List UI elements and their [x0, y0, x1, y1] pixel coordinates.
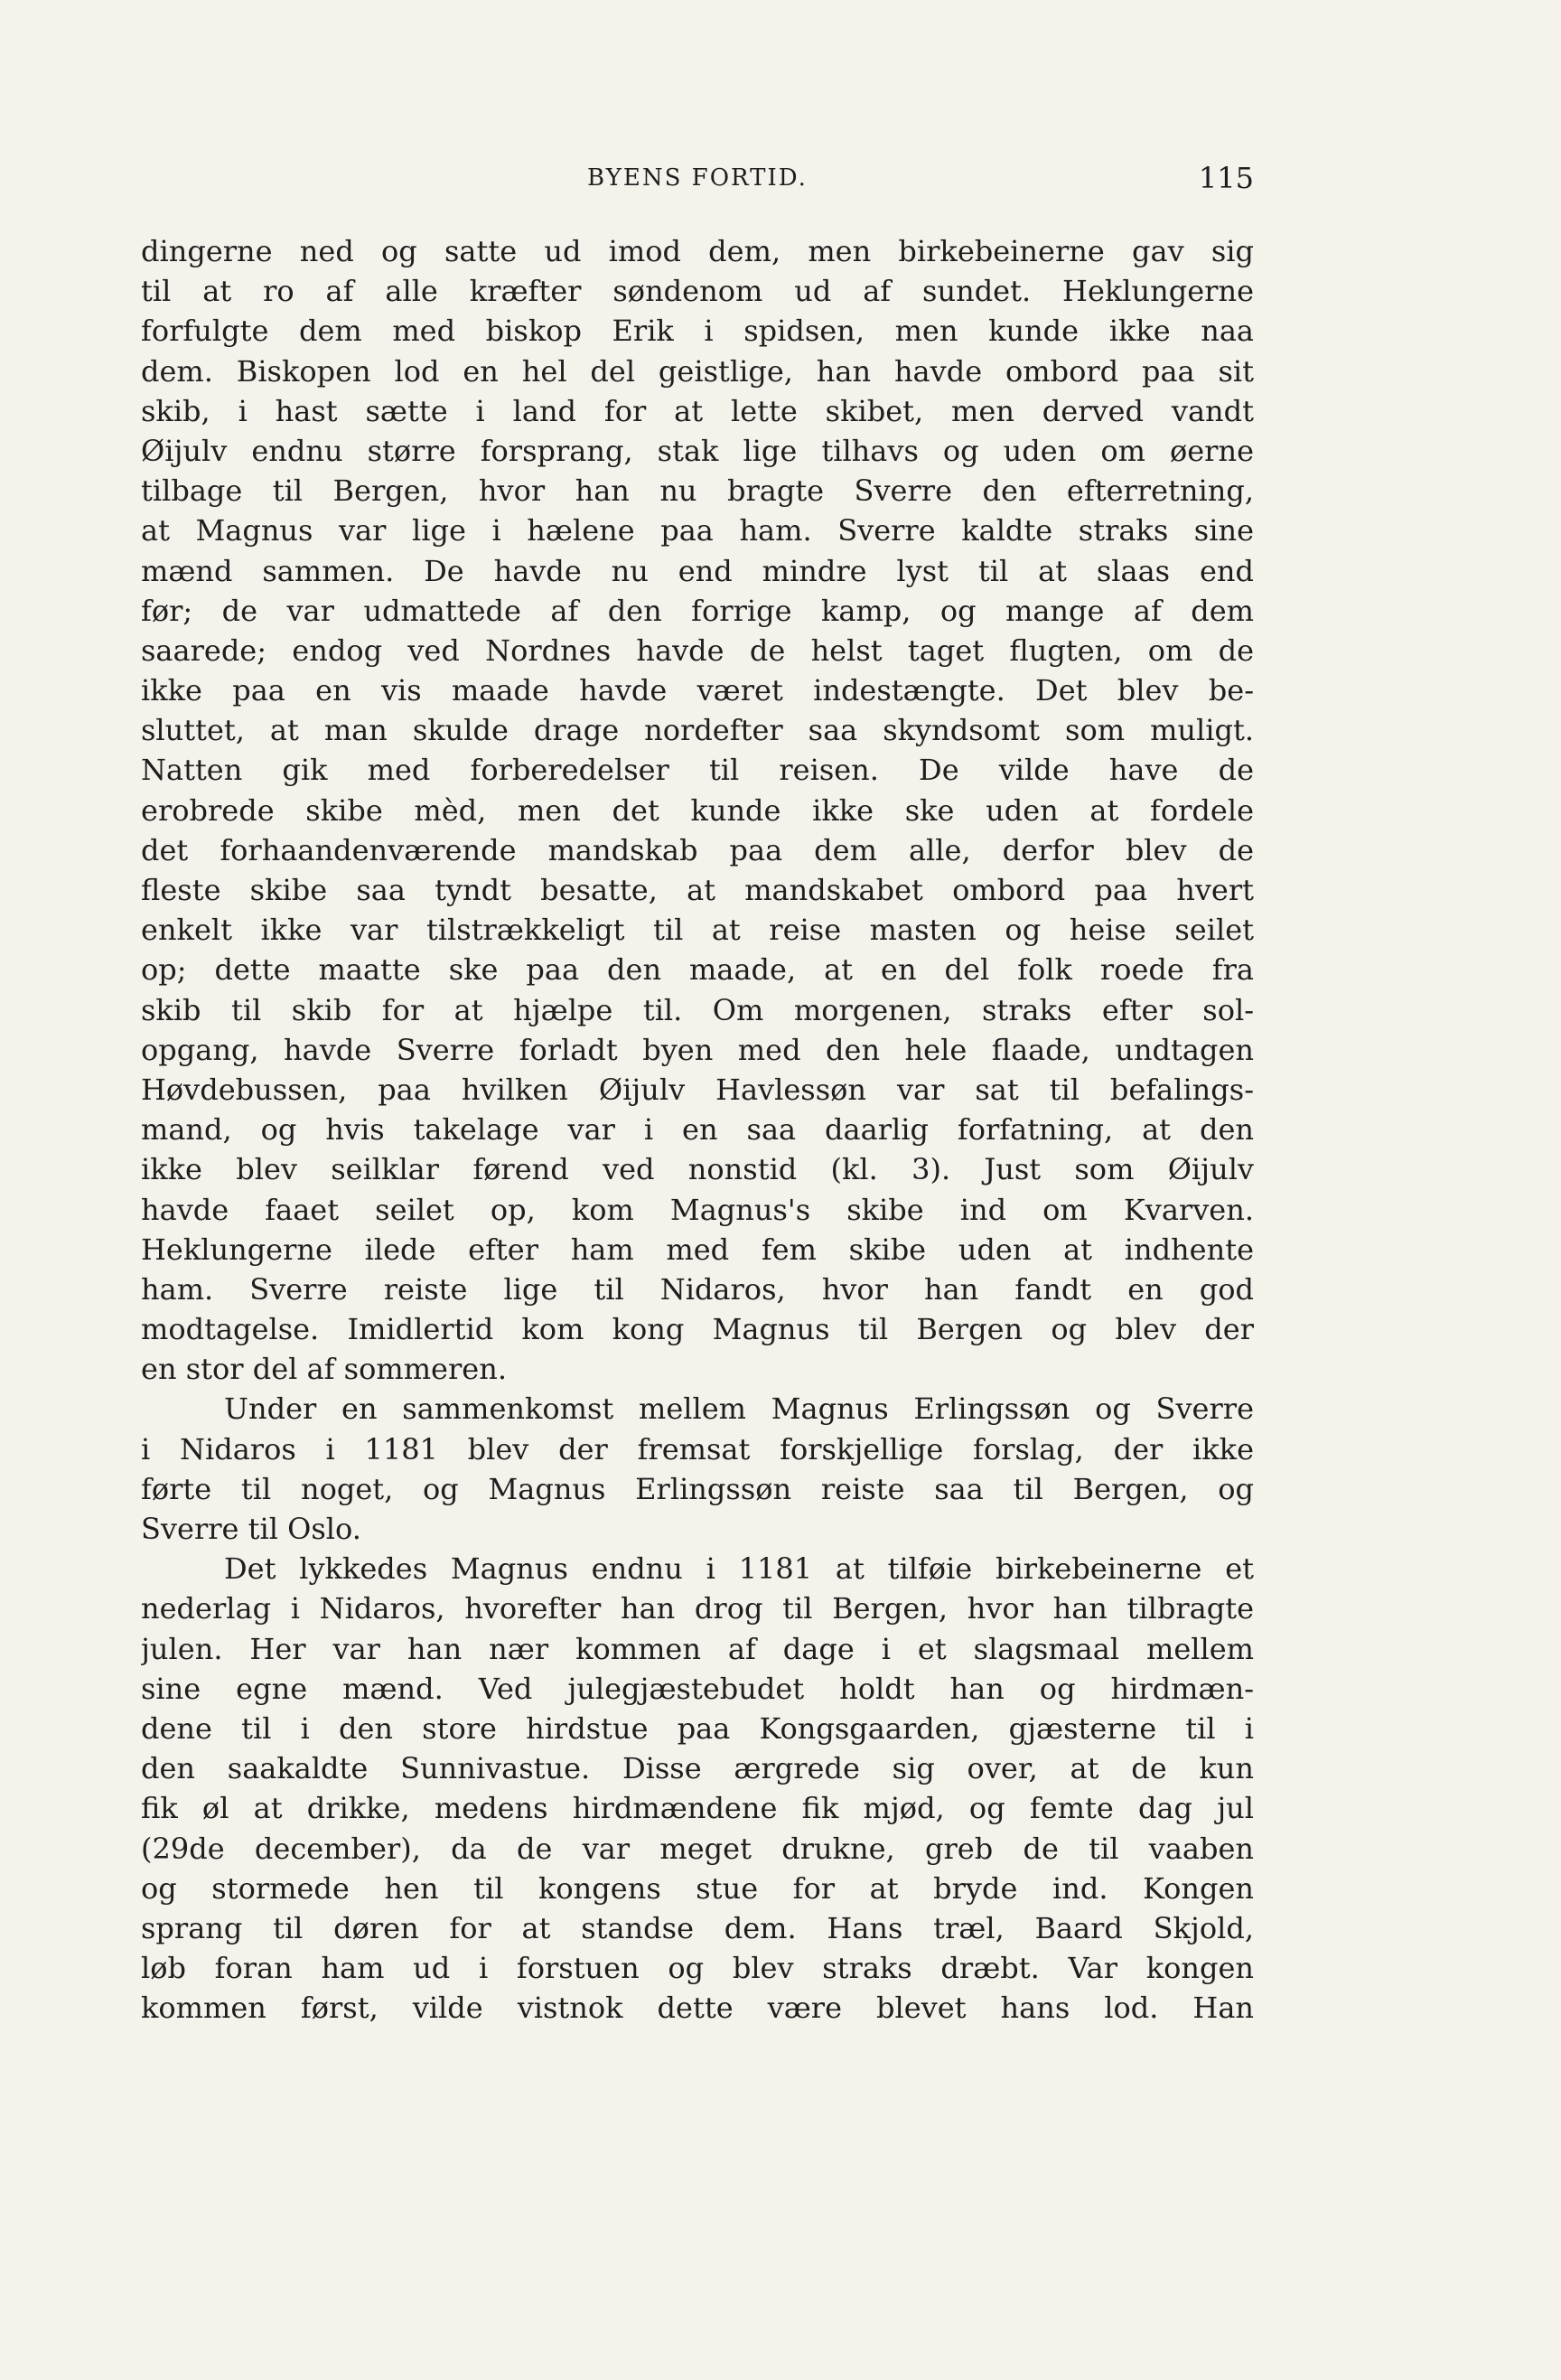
text-line: Høvdebussen, paa hvilken Øijulv Havlessøn var sat til befalings- [141, 1072, 1254, 1107]
text-line: julen. Her var han nær kommen af dage i et slagsmaal mellem [141, 1631, 1254, 1666]
text-line: havde faaet seilet op, kom Magnus's skibe ind om Kvarven. [141, 1192, 1254, 1227]
text-line: skib til skib for at hjælpe til. Om morgenen, straks efter sol- [141, 992, 1254, 1027]
text-line-paragraph-start: Det lykkedes Magnus endnu i 1181 at tilføie birkebeinerne et [224, 1551, 1254, 1587]
running-title: BYENS FORTID. [587, 164, 808, 192]
text-line-paragraph-end: en stor del af sommeren. [141, 1352, 507, 1387]
text-line: erobrede skibe mèd, men det kunde ikke ske uden at fordele [141, 792, 1254, 828]
text-line-paragraph-start: Under en sammenkomst mellem Magnus Erlingssøn og Sverre [224, 1391, 1254, 1427]
text-line: mand, og hvis takelage var i en saa daarlig forfatning, at den [141, 1112, 1254, 1148]
text-line: før; de var udmattede af den forrige kamp, og mange af dem [141, 593, 1254, 628]
text-line: ikke blev seilklar førend ved nonstid (kl. 3). Just som Øijulv [141, 1152, 1254, 1187]
text-line: Øijulv endnu større forsprang, stak lige tilhavs og uden om øerne [141, 433, 1254, 468]
text-line: sluttet, at man skulde drage nordefter saa skyndsomt som muligt. [141, 713, 1254, 748]
text-line: enkelt ikke var tilstrækkeligt til at reise masten og heise seilet [141, 913, 1254, 948]
text-line: fleste skibe saa tyndt besatte, at mandskabet ombord paa hvert [141, 873, 1254, 907]
text-line: forfulgte dem med biskop Erik i spidsen, men kunde ikke naa [141, 314, 1254, 349]
text-line: nederlag i Nidaros, hvorefter han drog til Bergen, hvor han tilbragte [141, 1591, 1254, 1626]
text-line: (29de december), da de var meget drukne, greb de til vaaben [141, 1831, 1254, 1866]
text-line: sine egne mænd. Ved julegjæstebudet holdt han og hirdmæn- [141, 1671, 1254, 1706]
text-line: dingerne ned og satte ud imod dem, men birkebeinerne gav sig [141, 234, 1254, 268]
text-line: tilbage til Bergen, hvor han nu bragte Sverre den efterretning, [141, 473, 1254, 509]
text-line: og stormede hen til kongens stue for at bryde ind. Kongen [141, 1870, 1254, 1906]
text-line: opgang, havde Sverre forladt byen med den hele flaade, undtagen [141, 1032, 1254, 1067]
text-line: dene til i den store hirdstue paa Kongsgaarden, gjæsterne til i [141, 1710, 1254, 1746]
text-line: til at ro af alle kræfter søndenom ud af sundet. Heklungerne [141, 274, 1254, 309]
text-line: skib, i hast sætte i land for at lette skibet, men derved vandt [141, 393, 1254, 428]
text-line: mænd sammen. De havde nu end mindre lyst til at slaas end [141, 553, 1254, 588]
text-line: Heklungerne ilede efter ham med fem skibe uden at indhente [141, 1232, 1254, 1267]
text-line: kommen først, vilde vistnok dette være blevet hans lod. Han [141, 1991, 1254, 2026]
text-line-paragraph-end: Sverre til Oslo. [141, 1512, 361, 1546]
text-line: at Magnus var lige i hælene paa ham. Sverre kaldte straks sine [141, 513, 1254, 548]
text-line: den saakaldte Sunnivastue. Disse ærgrede sig over, at de kun [141, 1751, 1254, 1786]
text-line: fik øl at drikke, medens hirdmændene fik mjød, og femte dag jul [141, 1791, 1254, 1826]
text-line: løb foran ham ud i forstuen og blev straks dræbt. Var kongen [141, 1951, 1254, 1986]
running-header [141, 161, 1254, 197]
text-line: i Nidaros i 1181 blev der fremsat forskjellige forslag, der ikke [141, 1431, 1254, 1466]
body-text [141, 231, 1254, 2028]
text-line: ham. Sverre reiste lige til Nidaros, hvor han fandt en god [141, 1271, 1254, 1307]
text-line: sprang til døren for at standse dem. Hans træl, Baard Skjold, [141, 1910, 1254, 1945]
text-line: op; dette maatte ske paa den maade, at en del folk roede fra [141, 952, 1254, 988]
text-line: saarede; endog ved Nordnes havde de helst taget flugten, om de [141, 632, 1254, 668]
text-line: førte til noget, og Magnus Erlingssøn reiste saa til Bergen, og [141, 1471, 1254, 1506]
text-line: Natten gik med forberedelser til reisen. De vilde have de [141, 753, 1254, 788]
page-number: 115 [1198, 161, 1254, 195]
text-line: det forhaandenværende mandskab paa dem alle, derfor blev de [141, 832, 1254, 867]
text-line: dem. Biskopen lod en hel del geistlige, han havde ombord paa sit [141, 353, 1254, 389]
text-line: modtagelse. Imidlertid kom kong Magnus til Bergen og blev der [141, 1312, 1254, 1347]
text-line: ikke paa en vis maade havde været indestængte. Det blev be- [141, 673, 1254, 708]
